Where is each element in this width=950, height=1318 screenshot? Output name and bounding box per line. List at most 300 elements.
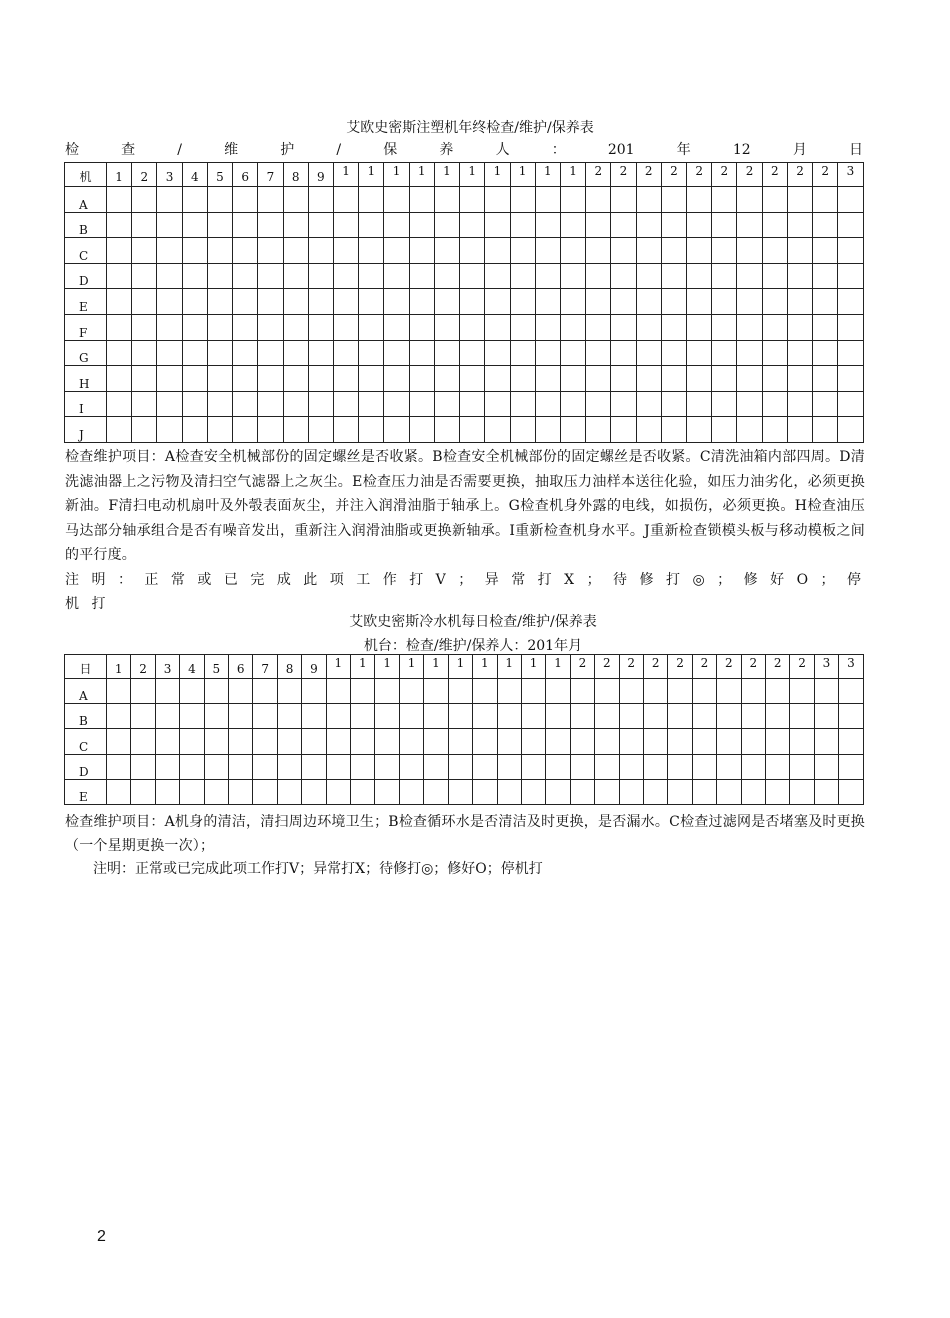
sheet1-check-cell[interactable] (107, 187, 132, 213)
sheet2-check-cell[interactable] (326, 704, 350, 729)
sheet2-check-cell[interactable] (229, 704, 253, 729)
sheet2-check-cell[interactable] (619, 754, 643, 779)
sheet2-check-cell[interactable] (155, 679, 179, 704)
sheet1-check-cell[interactable] (157, 289, 182, 315)
sheet2-check-cell[interactable] (595, 754, 619, 779)
sheet1-check-cell[interactable] (460, 417, 485, 443)
sheet1-check-cell[interactable] (687, 187, 712, 213)
sheet1-check-cell[interactable] (333, 187, 358, 213)
sheet1-check-cell[interactable] (107, 417, 132, 443)
sheet1-check-cell[interactable] (636, 187, 661, 213)
sheet1-check-cell[interactable] (661, 263, 686, 289)
sheet1-check-cell[interactable] (535, 187, 560, 213)
sheet1-check-cell[interactable] (182, 366, 207, 392)
sheet1-check-cell[interactable] (132, 263, 157, 289)
sheet1-check-cell[interactable] (207, 366, 232, 392)
sheet1-check-cell[interactable] (611, 187, 636, 213)
sheet1-check-cell[interactable] (838, 289, 863, 315)
sheet1-check-cell[interactable] (586, 366, 611, 392)
sheet2-check-cell[interactable] (765, 729, 789, 754)
sheet1-check-cell[interactable] (611, 314, 636, 340)
sheet2-check-cell[interactable] (473, 729, 497, 754)
sheet1-check-cell[interactable] (333, 340, 358, 366)
sheet2-check-cell[interactable] (595, 679, 619, 704)
sheet1-check-cell[interactable] (434, 314, 459, 340)
sheet2-check-cell[interactable] (448, 729, 472, 754)
sheet1-check-cell[interactable] (258, 289, 283, 315)
sheet1-check-cell[interactable] (737, 340, 762, 366)
sheet1-check-cell[interactable] (132, 314, 157, 340)
sheet1-check-cell[interactable] (333, 314, 358, 340)
sheet1-check-cell[interactable] (359, 314, 384, 340)
sheet1-check-cell[interactable] (485, 238, 510, 264)
sheet2-check-cell[interactable] (497, 754, 521, 779)
sheet1-check-cell[interactable] (157, 238, 182, 264)
sheet1-check-cell[interactable] (233, 391, 258, 417)
sheet2-check-cell[interactable] (448, 779, 472, 804)
sheet1-check-cell[interactable] (712, 289, 737, 315)
sheet1-check-cell[interactable] (485, 340, 510, 366)
sheet2-check-cell[interactable] (692, 679, 716, 704)
sheet2-check-cell[interactable] (814, 779, 838, 804)
sheet2-check-cell[interactable] (619, 729, 643, 754)
sheet1-check-cell[interactable] (157, 314, 182, 340)
sheet1-check-cell[interactable] (132, 289, 157, 315)
sheet1-check-cell[interactable] (586, 187, 611, 213)
sheet2-check-cell[interactable] (180, 704, 204, 729)
sheet1-check-cell[interactable] (333, 289, 358, 315)
sheet1-check-cell[interactable] (157, 366, 182, 392)
sheet2-check-cell[interactable] (497, 679, 521, 704)
sheet1-check-cell[interactable] (107, 263, 132, 289)
sheet1-check-cell[interactable] (258, 238, 283, 264)
sheet2-check-cell[interactable] (570, 704, 594, 729)
sheet1-check-cell[interactable] (687, 366, 712, 392)
sheet1-check-cell[interactable] (233, 187, 258, 213)
sheet1-check-cell[interactable] (409, 366, 434, 392)
sheet1-check-cell[interactable] (813, 340, 838, 366)
sheet2-check-cell[interactable] (204, 729, 228, 754)
sheet1-check-cell[interactable] (838, 238, 863, 264)
sheet1-check-cell[interactable] (409, 391, 434, 417)
sheet2-check-cell[interactable] (424, 704, 448, 729)
sheet2-check-cell[interactable] (399, 754, 423, 779)
sheet2-check-cell[interactable] (131, 754, 155, 779)
sheet2-check-cell[interactable] (814, 704, 838, 729)
sheet1-check-cell[interactable] (510, 289, 535, 315)
sheet1-check-cell[interactable] (460, 187, 485, 213)
sheet1-check-cell[interactable] (838, 212, 863, 238)
sheet1-check-cell[interactable] (535, 314, 560, 340)
sheet1-check-cell[interactable] (132, 366, 157, 392)
sheet2-check-cell[interactable] (351, 679, 375, 704)
sheet2-check-cell[interactable] (399, 729, 423, 754)
sheet2-check-cell[interactable] (229, 679, 253, 704)
sheet1-check-cell[interactable] (510, 417, 535, 443)
sheet1-check-cell[interactable] (611, 212, 636, 238)
sheet2-check-cell[interactable] (765, 754, 789, 779)
sheet2-check-cell[interactable] (741, 779, 765, 804)
sheet1-check-cell[interactable] (611, 366, 636, 392)
sheet2-check-cell[interactable] (253, 729, 277, 754)
sheet1-check-cell[interactable] (308, 391, 333, 417)
sheet1-check-cell[interactable] (283, 417, 308, 443)
sheet1-check-cell[interactable] (712, 417, 737, 443)
sheet2-check-cell[interactable] (643, 729, 667, 754)
sheet1-check-cell[interactable] (308, 238, 333, 264)
sheet1-check-cell[interactable] (434, 238, 459, 264)
sheet2-check-cell[interactable] (204, 679, 228, 704)
sheet2-check-cell[interactable] (131, 779, 155, 804)
sheet1-check-cell[interactable] (510, 263, 535, 289)
sheet1-check-cell[interactable] (359, 238, 384, 264)
sheet1-check-cell[interactable] (107, 289, 132, 315)
sheet1-check-cell[interactable] (333, 238, 358, 264)
sheet1-check-cell[interactable] (762, 289, 787, 315)
sheet2-check-cell[interactable] (643, 779, 667, 804)
sheet2-check-cell[interactable] (473, 754, 497, 779)
sheet2-check-cell[interactable] (619, 679, 643, 704)
sheet2-check-cell[interactable] (375, 704, 399, 729)
sheet1-check-cell[interactable] (661, 391, 686, 417)
sheet1-check-cell[interactable] (233, 314, 258, 340)
sheet1-check-cell[interactable] (359, 340, 384, 366)
sheet2-check-cell[interactable] (521, 754, 545, 779)
sheet2-check-cell[interactable] (839, 779, 863, 804)
sheet1-check-cell[interactable] (485, 417, 510, 443)
sheet1-check-cell[interactable] (384, 417, 409, 443)
sheet2-check-cell[interactable] (546, 754, 570, 779)
sheet1-check-cell[interactable] (207, 289, 232, 315)
sheet1-check-cell[interactable] (838, 340, 863, 366)
sheet2-check-cell[interactable] (790, 704, 814, 729)
sheet1-check-cell[interactable] (207, 340, 232, 366)
sheet2-check-cell[interactable] (351, 704, 375, 729)
sheet1-check-cell[interactable] (636, 289, 661, 315)
sheet1-check-cell[interactable] (132, 187, 157, 213)
sheet2-check-cell[interactable] (668, 779, 692, 804)
sheet1-check-cell[interactable] (636, 314, 661, 340)
sheet2-check-cell[interactable] (717, 729, 741, 754)
sheet1-check-cell[interactable] (107, 366, 132, 392)
sheet1-check-cell[interactable] (409, 263, 434, 289)
sheet2-check-cell[interactable] (814, 754, 838, 779)
sheet2-check-cell[interactable] (790, 779, 814, 804)
sheet1-check-cell[interactable] (838, 187, 863, 213)
sheet1-check-cell[interactable] (359, 417, 384, 443)
sheet1-check-cell[interactable] (409, 238, 434, 264)
sheet1-check-cell[interactable] (560, 289, 585, 315)
sheet1-check-cell[interactable] (712, 340, 737, 366)
sheet1-check-cell[interactable] (510, 212, 535, 238)
sheet1-check-cell[interactable] (535, 340, 560, 366)
sheet1-check-cell[interactable] (737, 391, 762, 417)
sheet1-check-cell[interactable] (712, 391, 737, 417)
sheet1-check-cell[interactable] (283, 340, 308, 366)
sheet2-check-cell[interactable] (399, 779, 423, 804)
sheet2-check-cell[interactable] (302, 729, 326, 754)
sheet2-check-cell[interactable] (473, 679, 497, 704)
sheet1-check-cell[interactable] (712, 238, 737, 264)
sheet2-check-cell[interactable] (741, 704, 765, 729)
sheet1-check-cell[interactable] (409, 314, 434, 340)
sheet1-check-cell[interactable] (813, 289, 838, 315)
sheet1-check-cell[interactable] (787, 212, 812, 238)
sheet1-check-cell[interactable] (258, 417, 283, 443)
sheet2-check-cell[interactable] (375, 779, 399, 804)
sheet2-check-cell[interactable] (180, 754, 204, 779)
sheet2-check-cell[interactable] (692, 754, 716, 779)
sheet1-check-cell[interactable] (434, 340, 459, 366)
sheet1-check-cell[interactable] (434, 187, 459, 213)
sheet1-check-cell[interactable] (762, 417, 787, 443)
sheet1-check-cell[interactable] (737, 263, 762, 289)
sheet2-check-cell[interactable] (692, 704, 716, 729)
sheet2-check-cell[interactable] (253, 679, 277, 704)
sheet1-check-cell[interactable] (308, 289, 333, 315)
sheet1-check-cell[interactable] (207, 212, 232, 238)
sheet2-check-cell[interactable] (277, 704, 301, 729)
sheet1-check-cell[interactable] (460, 314, 485, 340)
sheet2-check-cell[interactable] (765, 679, 789, 704)
sheet1-check-cell[interactable] (460, 263, 485, 289)
sheet1-check-cell[interactable] (661, 238, 686, 264)
sheet1-check-cell[interactable] (182, 187, 207, 213)
sheet1-check-cell[interactable] (737, 366, 762, 392)
sheet1-check-cell[interactable] (712, 366, 737, 392)
sheet1-check-cell[interactable] (434, 263, 459, 289)
sheet1-check-cell[interactable] (384, 289, 409, 315)
sheet2-check-cell[interactable] (717, 754, 741, 779)
sheet1-check-cell[interactable] (560, 417, 585, 443)
sheet1-check-cell[interactable] (661, 417, 686, 443)
sheet1-check-cell[interactable] (762, 366, 787, 392)
sheet1-check-cell[interactable] (813, 417, 838, 443)
sheet1-check-cell[interactable] (838, 263, 863, 289)
sheet1-check-cell[interactable] (535, 212, 560, 238)
sheet2-check-cell[interactable] (546, 679, 570, 704)
sheet2-check-cell[interactable] (326, 779, 350, 804)
sheet1-check-cell[interactable] (586, 212, 611, 238)
sheet1-check-cell[interactable] (838, 417, 863, 443)
sheet2-check-cell[interactable] (107, 679, 131, 704)
sheet1-check-cell[interactable] (233, 417, 258, 443)
sheet1-check-cell[interactable] (762, 340, 787, 366)
sheet1-check-cell[interactable] (586, 238, 611, 264)
sheet1-check-cell[interactable] (560, 340, 585, 366)
sheet2-check-cell[interactable] (302, 704, 326, 729)
sheet1-check-cell[interactable] (207, 263, 232, 289)
sheet1-check-cell[interactable] (333, 417, 358, 443)
sheet2-check-cell[interactable] (155, 729, 179, 754)
sheet1-check-cell[interactable] (712, 314, 737, 340)
sheet1-check-cell[interactable] (712, 263, 737, 289)
sheet1-check-cell[interactable] (611, 289, 636, 315)
sheet2-check-cell[interactable] (204, 754, 228, 779)
sheet2-check-cell[interactable] (448, 704, 472, 729)
sheet1-check-cell[interactable] (813, 238, 838, 264)
sheet2-check-cell[interactable] (643, 704, 667, 729)
sheet1-check-cell[interactable] (737, 212, 762, 238)
sheet1-check-cell[interactable] (838, 314, 863, 340)
sheet1-check-cell[interactable] (384, 212, 409, 238)
sheet2-check-cell[interactable] (253, 754, 277, 779)
sheet1-check-cell[interactable] (636, 417, 661, 443)
sheet2-check-cell[interactable] (497, 704, 521, 729)
sheet2-check-cell[interactable] (277, 729, 301, 754)
sheet2-check-cell[interactable] (399, 704, 423, 729)
sheet1-check-cell[interactable] (611, 263, 636, 289)
sheet1-check-cell[interactable] (636, 238, 661, 264)
sheet2-check-cell[interactable] (131, 679, 155, 704)
sheet2-check-cell[interactable] (424, 729, 448, 754)
sheet1-check-cell[interactable] (813, 314, 838, 340)
sheet1-check-cell[interactable] (132, 391, 157, 417)
sheet1-check-cell[interactable] (687, 289, 712, 315)
sheet2-check-cell[interactable] (717, 704, 741, 729)
sheet2-check-cell[interactable] (399, 679, 423, 704)
sheet2-check-cell[interactable] (107, 779, 131, 804)
sheet1-check-cell[interactable] (560, 314, 585, 340)
sheet2-check-cell[interactable] (497, 729, 521, 754)
sheet1-check-cell[interactable] (333, 391, 358, 417)
sheet2-check-cell[interactable] (229, 754, 253, 779)
sheet1-check-cell[interactable] (182, 238, 207, 264)
sheet2-check-cell[interactable] (595, 704, 619, 729)
sheet2-check-cell[interactable] (204, 779, 228, 804)
sheet2-check-cell[interactable] (668, 679, 692, 704)
sheet1-check-cell[interactable] (762, 391, 787, 417)
sheet2-check-cell[interactable] (595, 779, 619, 804)
sheet1-check-cell[interactable] (661, 212, 686, 238)
sheet1-check-cell[interactable] (207, 238, 232, 264)
sheet1-check-cell[interactable] (384, 340, 409, 366)
sheet2-check-cell[interactable] (448, 754, 472, 779)
sheet2-check-cell[interactable] (277, 754, 301, 779)
sheet1-check-cell[interactable] (813, 212, 838, 238)
sheet1-check-cell[interactable] (434, 289, 459, 315)
sheet2-check-cell[interactable] (302, 754, 326, 779)
sheet1-check-cell[interactable] (233, 212, 258, 238)
sheet1-check-cell[interactable] (661, 187, 686, 213)
sheet1-check-cell[interactable] (182, 263, 207, 289)
sheet1-check-cell[interactable] (207, 417, 232, 443)
sheet1-check-cell[interactable] (787, 187, 812, 213)
sheet2-check-cell[interactable] (546, 704, 570, 729)
sheet1-check-cell[interactable] (687, 263, 712, 289)
sheet2-check-cell[interactable] (741, 679, 765, 704)
sheet1-check-cell[interactable] (535, 238, 560, 264)
sheet1-check-cell[interactable] (687, 391, 712, 417)
sheet1-check-cell[interactable] (510, 314, 535, 340)
sheet1-check-cell[interactable] (258, 187, 283, 213)
sheet1-check-cell[interactable] (460, 340, 485, 366)
sheet1-check-cell[interactable] (460, 391, 485, 417)
sheet2-check-cell[interactable] (668, 729, 692, 754)
sheet1-check-cell[interactable] (359, 289, 384, 315)
sheet1-check-cell[interactable] (661, 340, 686, 366)
sheet2-check-cell[interactable] (692, 779, 716, 804)
sheet1-check-cell[interactable] (460, 366, 485, 392)
sheet1-check-cell[interactable] (233, 238, 258, 264)
sheet2-check-cell[interactable] (839, 679, 863, 704)
sheet2-check-cell[interactable] (473, 779, 497, 804)
sheet1-check-cell[interactable] (510, 366, 535, 392)
sheet1-check-cell[interactable] (611, 417, 636, 443)
sheet1-check-cell[interactable] (384, 314, 409, 340)
sheet1-check-cell[interactable] (333, 366, 358, 392)
sheet1-check-cell[interactable] (460, 289, 485, 315)
sheet1-check-cell[interactable] (107, 314, 132, 340)
sheet1-check-cell[interactable] (535, 263, 560, 289)
sheet1-check-cell[interactable] (308, 212, 333, 238)
sheet1-check-cell[interactable] (308, 263, 333, 289)
sheet1-check-cell[interactable] (132, 238, 157, 264)
sheet2-check-cell[interactable] (765, 779, 789, 804)
sheet2-check-cell[interactable] (424, 679, 448, 704)
sheet2-check-cell[interactable] (546, 729, 570, 754)
sheet2-check-cell[interactable] (326, 754, 350, 779)
sheet1-check-cell[interactable] (409, 340, 434, 366)
sheet2-check-cell[interactable] (253, 704, 277, 729)
sheet1-check-cell[interactable] (586, 314, 611, 340)
sheet2-check-cell[interactable] (180, 729, 204, 754)
sheet1-check-cell[interactable] (485, 187, 510, 213)
sheet1-check-cell[interactable] (258, 314, 283, 340)
sheet2-check-cell[interactable] (717, 779, 741, 804)
sheet1-check-cell[interactable] (636, 366, 661, 392)
sheet1-check-cell[interactable] (611, 391, 636, 417)
sheet2-check-cell[interactable] (229, 729, 253, 754)
sheet1-check-cell[interactable] (712, 187, 737, 213)
sheet1-check-cell[interactable] (182, 314, 207, 340)
sheet2-check-cell[interactable] (668, 704, 692, 729)
sheet1-check-cell[interactable] (308, 366, 333, 392)
sheet1-check-cell[interactable] (132, 212, 157, 238)
sheet1-check-cell[interactable] (510, 340, 535, 366)
sheet2-check-cell[interactable] (521, 729, 545, 754)
sheet2-check-cell[interactable] (521, 779, 545, 804)
sheet1-check-cell[interactable] (787, 391, 812, 417)
sheet2-check-cell[interactable] (668, 754, 692, 779)
sheet1-check-cell[interactable] (182, 417, 207, 443)
sheet1-check-cell[interactable] (384, 238, 409, 264)
sheet1-check-cell[interactable] (787, 238, 812, 264)
sheet2-check-cell[interactable] (326, 729, 350, 754)
sheet1-check-cell[interactable] (485, 263, 510, 289)
sheet1-check-cell[interactable] (182, 212, 207, 238)
sheet1-check-cell[interactable] (586, 289, 611, 315)
sheet2-check-cell[interactable] (351, 729, 375, 754)
sheet2-check-cell[interactable] (375, 679, 399, 704)
sheet1-check-cell[interactable] (535, 366, 560, 392)
sheet1-check-cell[interactable] (485, 391, 510, 417)
sheet1-check-cell[interactable] (762, 212, 787, 238)
sheet1-check-cell[interactable] (485, 314, 510, 340)
sheet2-check-cell[interactable] (546, 779, 570, 804)
sheet1-check-cell[interactable] (611, 340, 636, 366)
sheet2-check-cell[interactable] (351, 779, 375, 804)
sheet2-check-cell[interactable] (131, 704, 155, 729)
sheet1-check-cell[interactable] (308, 314, 333, 340)
sheet1-check-cell[interactable] (233, 366, 258, 392)
sheet1-check-cell[interactable] (838, 391, 863, 417)
sheet1-check-cell[interactable] (813, 366, 838, 392)
sheet2-check-cell[interactable] (570, 754, 594, 779)
sheet1-check-cell[interactable] (258, 391, 283, 417)
sheet1-check-cell[interactable] (813, 391, 838, 417)
sheet2-check-cell[interactable] (839, 704, 863, 729)
